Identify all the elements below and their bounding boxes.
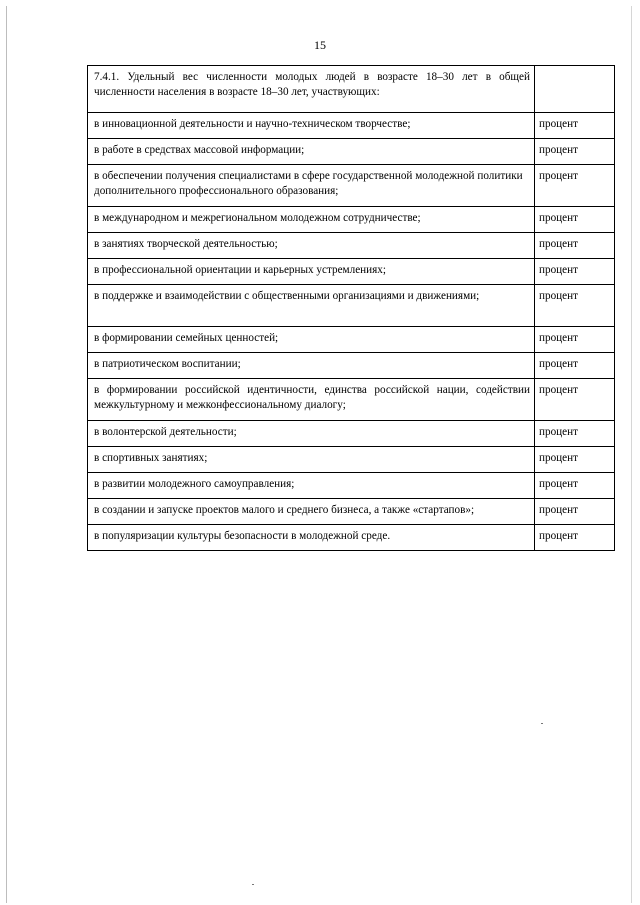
- table-header-row: [88, 66, 615, 113]
- row-unit: процент: [535, 353, 615, 379]
- row-description: в инновационной деятельности и научно-техническом творчестве;: [88, 113, 535, 139]
- table-row: [88, 499, 615, 525]
- table-row: [88, 421, 615, 447]
- scan-speck: [252, 884, 254, 885]
- table-row: [88, 113, 615, 139]
- page-number: 15: [314, 38, 326, 52]
- row-unit: процент: [535, 285, 615, 327]
- table-row: [88, 353, 615, 379]
- row-description: в обеспечении получения специалистами в сфере государственной молодежной политики дополнительного профессионального образования;: [88, 165, 535, 207]
- row-unit: процент: [535, 525, 615, 551]
- row-description: в формировании российской идентичности, единства российской нации, содействии межкультурному и межконфессиональному диалогу;: [88, 379, 535, 421]
- scan-speck: [541, 723, 543, 724]
- indicator-header-unit: [535, 66, 615, 113]
- row-description: в поддержке и взаимодействии с общественными организациями и движениями;: [88, 285, 535, 327]
- row-unit: процент: [535, 207, 615, 233]
- row-unit: процент: [535, 139, 615, 165]
- row-unit: процент: [535, 473, 615, 499]
- table-row: [88, 259, 615, 285]
- row-description: в спортивных занятиях;: [88, 447, 535, 473]
- indicator-header-text: 7.4.1. Удельный вес численности молодых людей в возрасте 18–30 лет в общей численности населения в возрасте 18–30 лет, участвующих:: [88, 66, 535, 113]
- table-row: [88, 285, 615, 327]
- row-description: в создании и запуске проектов малого и среднего бизнеса, а также «стартапов»;: [88, 499, 535, 525]
- table-row: [88, 233, 615, 259]
- row-description: в патриотическом воспитании;: [88, 353, 535, 379]
- table-row: [88, 207, 615, 233]
- row-unit: процент: [535, 233, 615, 259]
- row-description: в профессиональной ориентации и карьерных устремлениях;: [88, 259, 535, 285]
- row-description: в волонтерской деятельности;: [88, 421, 535, 447]
- row-description: в занятиях творческой деятельностью;: [88, 233, 535, 259]
- table-row: [88, 165, 615, 207]
- table-row: [88, 139, 615, 165]
- row-description: в работе в средствах массовой информации;: [88, 139, 535, 165]
- row-unit: процент: [535, 421, 615, 447]
- row-unit: процент: [535, 379, 615, 421]
- row-unit: процент: [535, 165, 615, 207]
- table-row: [88, 379, 615, 421]
- table-row: [88, 327, 615, 353]
- table-row: [88, 447, 615, 473]
- row-unit: процент: [535, 499, 615, 525]
- row-description: в формировании семейных ценностей;: [88, 327, 535, 353]
- row-unit: процент: [535, 327, 615, 353]
- row-unit: процент: [535, 447, 615, 473]
- row-description: в развитии молодежного самоуправления;: [88, 473, 535, 499]
- table-row: [88, 525, 615, 551]
- row-description: в популяризации культуры безопасности в молодежной среде.: [88, 525, 535, 551]
- table-row: [88, 473, 615, 499]
- row-unit: процент: [535, 113, 615, 139]
- indicators-table: [87, 65, 615, 551]
- row-unit: процент: [535, 259, 615, 285]
- row-description: в международном и межрегиональном молодежном сотрудничестве;: [88, 207, 535, 233]
